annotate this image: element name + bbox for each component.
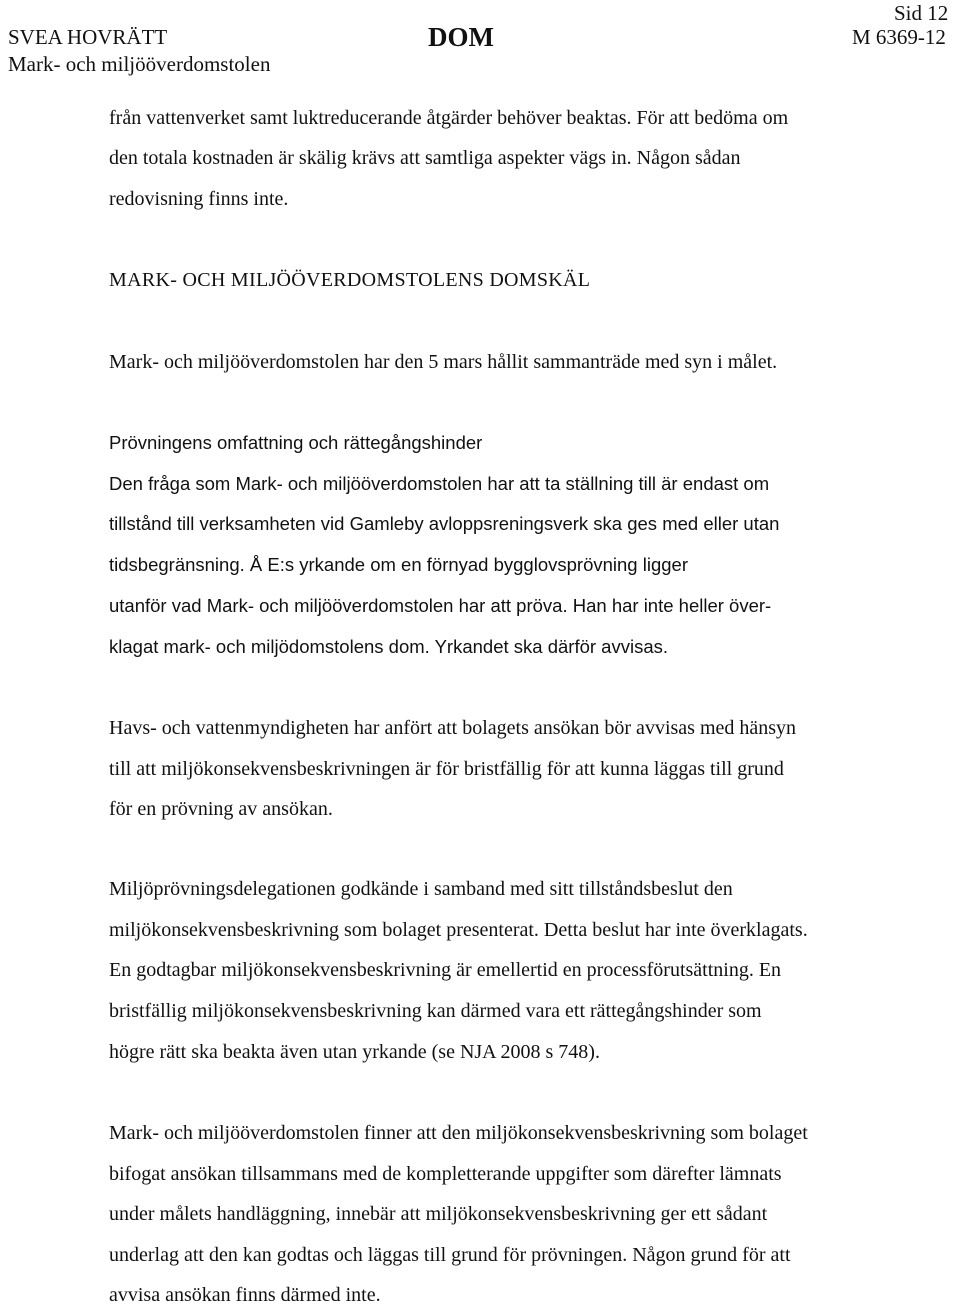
court-name: SVEA HOVRÄTT bbox=[8, 25, 168, 49]
conclusion-line: Mark- och miljööverdomstolen finner att den miljökonsekvensbeskrivning som bolaget bbox=[109, 1122, 808, 1144]
delegation-line: Miljöprövningsdelegationen godkände i samband med sitt tillståndsbeslut den bbox=[109, 878, 733, 900]
court-division: Mark- och miljööverdomstolen bbox=[8, 52, 271, 76]
agency-line: Havs- och vattenmyndigheten har anfört att bolagets ansökan bör avvisas med hänsyn bbox=[109, 717, 797, 739]
conclusion-line: avvisa ansökan finns därmed inte. bbox=[109, 1284, 381, 1306]
intro-line: redovisning finns inte. bbox=[109, 188, 289, 210]
intro-line: den totala kostnaden är skälig krävs att samtliga aspekter vägs in. Någon sådan bbox=[109, 147, 741, 169]
page-number: Sid 12 bbox=[894, 1, 949, 25]
scope-line: tidsbegränsning. Å E:s yrkande om en förnyad bygglovsprövning ligger bbox=[109, 554, 688, 575]
scope-line: utanför vad Mark- och miljööverdomstolen har att pröva. Han har inte heller över- bbox=[109, 595, 772, 616]
delegation-line: högre rätt ska beakta även utan yrkande (se NJA 2008 s 748). bbox=[109, 1041, 600, 1063]
meeting-sentence: Mark- och miljööverdomstolen har den 5 mars hållit sammanträde med syn i målet. bbox=[109, 351, 778, 373]
subheading: Prövningens omfattning och rättegångshinder bbox=[109, 432, 483, 453]
delegation-line: bristfällig miljökonsekvensbeskrivning kan därmed vara ett rättegångshinder som bbox=[109, 1000, 762, 1022]
conclusion-line: underlag att den kan godtas och läggas till grund för prövningen. Någon grund för att bbox=[109, 1244, 791, 1266]
delegation-line: miljökonsekvensbeskrivning som bolaget presenterat. Detta beslut har inte överklagats. bbox=[109, 919, 808, 941]
agency-line: till att miljökonsekvensbeskrivningen är för bristfällig för att kunna läggas till grund bbox=[109, 758, 784, 780]
conclusion-line: under målets handläggning, innebär att miljökonsekvensbeskrivning ger ett sådant bbox=[109, 1203, 768, 1225]
scope-line: tillstånd till verksamheten vid Gamleby avloppsreningsverk ska ges med eller utan bbox=[109, 513, 780, 534]
case-number: M 6369-12 bbox=[852, 25, 946, 49]
document-type: DOM bbox=[428, 22, 494, 52]
intro-line: från vattenverket samt luktreducerande åtgärder behöver beaktas. För att bedöma om bbox=[109, 107, 789, 129]
section-heading: MARK- OCH MILJÖÖVERDOMSTOLENS DOMSKÄL bbox=[109, 269, 591, 291]
delegation-line: En godtagbar miljökonsekvensbeskrivning är emellertid en processförutsättning. En bbox=[109, 959, 782, 981]
agency-line: för en prövning av ansökan. bbox=[109, 798, 333, 820]
scope-line: Den fråga som Mark- och miljööverdomstolen har att ta ställning till är endast om bbox=[109, 473, 770, 494]
scope-line: klagat mark- och miljödomstolens dom. Yrkandet ska därför avvisas. bbox=[109, 636, 669, 657]
conclusion-line: bifogat ansökan tillsammans med de kompletterande uppgifter som därefter lämnats bbox=[109, 1163, 782, 1185]
